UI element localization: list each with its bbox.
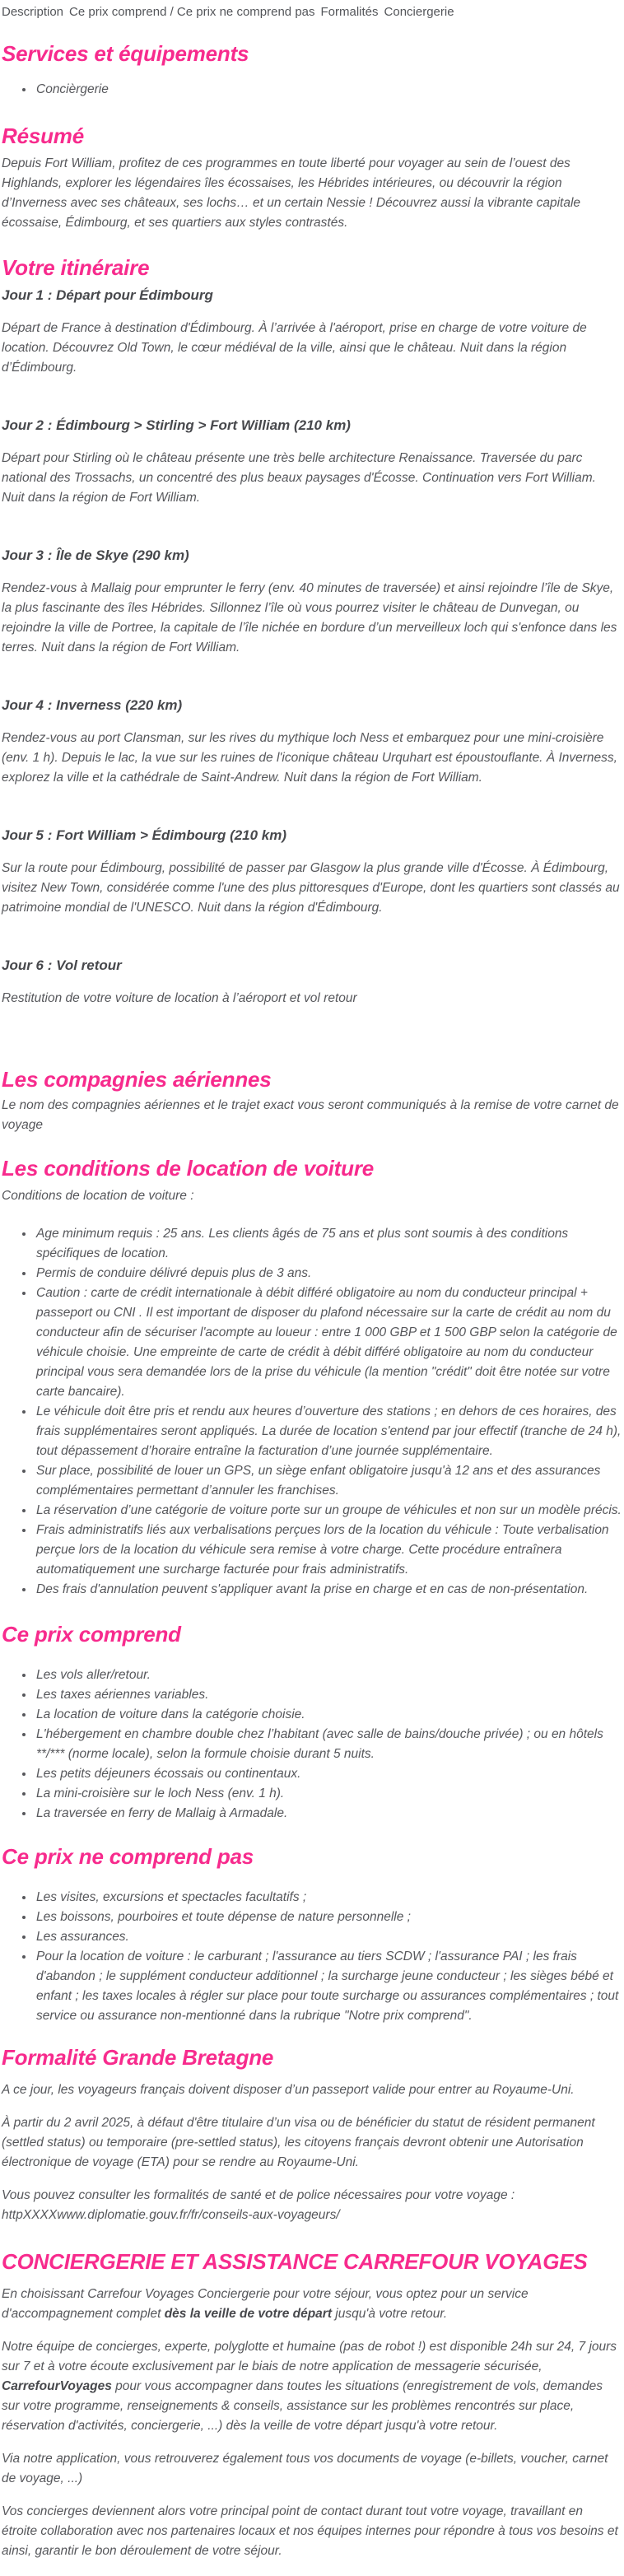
section-price-includes	[2, 1621, 622, 1824]
concierge-app-text: Via notre application, vous retrouverez également tous vos documents de voyage (e-billets, voucher, carnet de voyage, ...)	[2, 2452, 608, 2485]
services-title: Services et équipements	[2, 41, 249, 66]
section-itinerary	[2, 254, 622, 1009]
text-run: jusqu'à votre retour.	[332, 2307, 448, 2321]
text-run: En choisissant Carrefour Voyages Conciergerie pour votre séjour, vous optez pour un service d'accompagnement complet	[2, 2287, 529, 2321]
rental-title: Les conditions de location de voiture	[2, 1156, 374, 1181]
section-formalities	[2, 2044, 622, 2225]
list-item: • Les visites, excursions et spectacles facultatifs ;	[35, 1888, 622, 1908]
section-services	[2, 40, 622, 100]
airlines-text: Le nom des compagnies aériennes et le trajet exact vous seront communiqués à la remise de votre carnet de voyage	[2, 1098, 619, 1132]
section-concierge	[2, 2248, 622, 2561]
rental-list	[2, 1224, 622, 1600]
nav-tab-description[interactable]: Description	[2, 5, 64, 19]
bold-text-run: dès la veille de votre départ	[164, 2307, 332, 2321]
concierge-team-text	[2, 2337, 622, 2436]
list-item: • Les petits déjeuners écossais ou continentaux.	[35, 1764, 622, 1784]
day-5-heading: Jour 5 : Fort William > Édimbourg (210 km)	[2, 827, 287, 843]
includes-list	[2, 1665, 622, 1824]
list-item: • Age minimum requis : 25 ans. Les clients âgés de 75 ans et plus sont soumis à des conditions spécifiques de location.	[35, 1224, 622, 1264]
list-item: • Les taxes aériennes variables.	[35, 1685, 622, 1705]
list-item: • Concièrgerie	[35, 80, 622, 100]
excludes-title: Ce prix ne comprend pas	[2, 1844, 254, 1869]
rental-intro: Conditions de location de voiture :	[2, 1189, 194, 1203]
nav-tab-conciergerie[interactable]: Conciergerie	[384, 5, 454, 19]
concierge-contact-text: Vos concierges deviennent alors votre principal point de contact durant tout votre voyage, travaillant en étroite collaboration avec nos partenaires locaux et nos équipes internes pour répondre à tous vos besoins et ainsi, garantir le bon déroulement de votre séjour.	[2, 2504, 618, 2558]
nav-tab-formalites[interactable]: Formalités	[320, 5, 379, 19]
list-item: • Les assurances.	[35, 1927, 622, 1947]
formalities-url: httpXXXXwww.diplomatie.gouv.fr/fr/conseils-aux-voyageurs/	[2, 2208, 340, 2222]
text-run: pour vous accompagner dans toutes les situations (enregistrement de vols, demandes sur votre programme, renseignements & conseils, assistance sur les problèmes rencontrés sur place, réservation d'activités, conciergerie, ...) dès la veille de votre départ jusqu'à votre retour.	[2, 2379, 603, 2433]
bold-text-run: CarrefourVoyages	[2, 2379, 112, 2393]
section-rental-conditions	[2, 1155, 622, 1600]
section-nav	[2, 4, 622, 21]
list-item: • Permis de conduire délivré depuis plus de 3 ans.	[35, 1264, 622, 1283]
excludes-list	[2, 1888, 622, 2026]
formalities-title: Formalité Grande Bretagne	[2, 2045, 274, 2070]
includes-title: Ce prix comprend	[2, 1622, 181, 1647]
list-item: • L'hébergement en chambre double chez l’habitant (avec salle de bains/douche privée) ; ou en hôtels **/*** (norme locale), selon la formule choisie durant 5 nuits.	[35, 1725, 622, 1764]
list-item: • Caution : carte de crédit internationale à débit différé obligatoire au nom du conducteur principal + passeport ou CNI . Il est important de disposer du plafond nécessaire sur la carte de crédit au nom du conducteur afin de sécuriser l'acompte au loueur : entre 1 000 GBP et 1 500 GBP selon la catégorie de véhicule choisie. Une empreinte de carte de crédit à débit différé obligatoire au nom du conducteur principal vous sera demandée lors de la prise du véhicule (la mention "crédit" doit être notée sur votre carte bancaire).	[35, 1283, 622, 1402]
list-item: • Les boissons, pourboires et toute dépense de nature personnelle ;	[35, 1908, 622, 1927]
list-item: • Pour la location de voiture : le carburant ; l'assurance au tiers SCDW ; l'assurance PAI ; les frais d'abandon ; le supplément conducteur additionnel ; la surcharge jeune conducteur ; les sièges bébé et enfant ; les taxes locales à régler sur place pour toute surcharge ou assurances complémentaires ; tout service ou assurance non-mentionné dans la rubrique "Notre prix comprend".	[35, 1947, 622, 2026]
resume-text: Depuis Fort William, profitez de ces programmes en toute liberté pour voyager au sein de l’ouest des Highlands, explorer les légendaires îles écossaises, les Hébrides intérieures, ou découvrir la région d’Inverness avec ses châteaux, ses lochs… et un certain Nessie ! Découvrez aussi la vibrante capitale écossaise, Édimbourg, et ses quartiers aux styles contrastés.	[2, 156, 581, 230]
list-item: • Le véhicule doit être pris et rendu aux heures d’ouverture des stations ; en dehors de ces horaires, des frais supplémentaires seront appliqués. La durée de location s'entend par jour effectif (tranche de 24 h), tout dépassement d’horaire entraîne la facturation d’une journée supplémentaire.	[35, 1402, 622, 1461]
day-2-text: Départ pour Stirling où le château présente une très belle architecture Renaissance. Traversée du parc national des Trossachs, un concentré des plus beaux paysages d'Écosse. Continuation vers Fort William. Nuit dans la région de Fort William.	[2, 451, 596, 505]
services-list	[2, 80, 622, 100]
day-6-text: Restitution de votre voiture de location à l’aéroport et vol retour	[2, 991, 357, 1005]
list-item: • Frais administratifs liés aux verbalisations perçues lors de la location du véhicule : Toute verbalisation perçue lors de la location du véhicule sera remise à votre charge. Cette procédure entraînera automatiquement une surcharge facturée pour frais administratifs.	[35, 1521, 622, 1580]
formalities-consult-text: Vous pouvez consulter les formalités de santé et de police nécessaires pour votre voyage :	[2, 2188, 515, 2202]
section-price-excludes	[2, 1843, 622, 2026]
list-item: • La location de voiture dans la catégorie choisie.	[35, 1705, 622, 1725]
resume-title: Résumé	[2, 123, 84, 148]
list-item: • La réservation d’une catégorie de voiture porte sur un groupe de véhicules et non sur un modèle précis.	[35, 1501, 622, 1521]
list-item: • La mini-croisière sur le loch Ness (env. 1 h).	[35, 1784, 622, 1804]
day-4-text: Rendez-vous au port Clansman, sur les rives du mythique loch Ness et embarquez pour une mini-croisière (env. 1 h). Depuis le lac, la vue sur les ruines de l'iconique château Urquhart est époustouflante. À Inverness, explorez la ville et la cathédrale de Saint-Andrew. Nuit dans la région de Fort William.	[2, 731, 617, 785]
concierge-intro-text	[2, 2285, 622, 2324]
page-content	[2, 40, 622, 2561]
section-airlines	[2, 1066, 622, 1135]
list-item: • La traversée en ferry de Mallaig à Armadale.	[35, 1804, 622, 1824]
day-5-text: Sur la route pour Édimbourg, possibilité de passer par Glasgow la plus grande ville d'Écosse. À Édimbourg, visitez New Town, considérée comme l'une des plus pittoresques d'Europe, dont les quartiers sont classés au patrimoine mondial de l'UNESCO. Nuit dans la région d'Édimbourg.	[2, 861, 620, 915]
day-1-heading: Jour 1 : Départ pour Édimbourg	[2, 287, 213, 303]
formalities-passport-text: A ce jour, les voyageurs français doivent disposer d’un passeport valide pour entrer au Royaume-Uni.	[2, 2083, 575, 2097]
section-resume	[2, 123, 622, 233]
day-1-text: Départ de France à destination d'Édimbourg. À l’arrivée à l'aéroport, prise en charge de votre voiture de location. Découvrez Old Town, le cœur médiéval de la ville, ainsi que le château. Nuit dans la région d’Édimbourg.	[2, 321, 587, 375]
concierge-title: CONCIERGERIE ET ASSISTANCE CARREFOUR VOYAGES	[2, 2249, 588, 2274]
day-4-heading: Jour 4 : Inverness (220 km)	[2, 697, 183, 713]
text-run: Notre équipe de concierges, experte, polyglotte et humaine (pas de robot !) est disponible 24h sur 24, 7 jours sur 7 et à votre écoute exclusivement par le biais de notre application de messagerie sécurisée,	[2, 2340, 617, 2373]
list-item: • Des frais d'annulation peuvent s'appliquer avant la prise en charge et en cas de non-présentation.	[35, 1580, 622, 1600]
itinerary-title: Votre itinéraire	[2, 255, 150, 280]
day-6-heading: Jour 6 : Vol retour	[2, 957, 122, 973]
day-3-heading: Jour 3 : Île de Skye (290 km)	[2, 547, 189, 563]
list-item: • Sur place, possibilité de louer un GPS, un siège enfant obligatoire jusqu'à 12 ans et des assurances complémentaires permettant d’annuler les franchises.	[35, 1461, 622, 1501]
formalities-eta-text: À partir du 2 avril 2025, à défaut d'être titulaire d’un visa ou de bénéficier du statut de résident permanent (settled status) ou temporaire (pre-settled status), les citoyens français devront obtenir une Autorisation électronique de voyage (ETA) pour se rendre au Royaume-Uni.	[2, 2116, 595, 2169]
airlines-title: Les compagnies aériennes	[2, 1067, 272, 1092]
day-3-text: Rendez-vous à Mallaig pour emprunter le ferry (env. 40 minutes de traversée) et ainsi rejoindre l’île de Skye, la plus fascinante des îles Hébrides. Sillonnez l’île où vous pourrez visiter le château de Dunvegan, ou rejoindre la ville de Portree, la capitale de l’île nichée en bordure d’un merveilleux loch qui s'enfonce dans les terres. Nuit dans la région de Fort William.	[2, 581, 617, 654]
nav-tab-prix[interactable]: Ce prix comprend / Ce prix ne comprend pas	[69, 5, 315, 19]
list-item: • Les vols aller/retour.	[35, 1665, 622, 1685]
day-2-heading: Jour 2 : Édimbourg > Stirling > Fort William (210 km)	[2, 417, 351, 433]
